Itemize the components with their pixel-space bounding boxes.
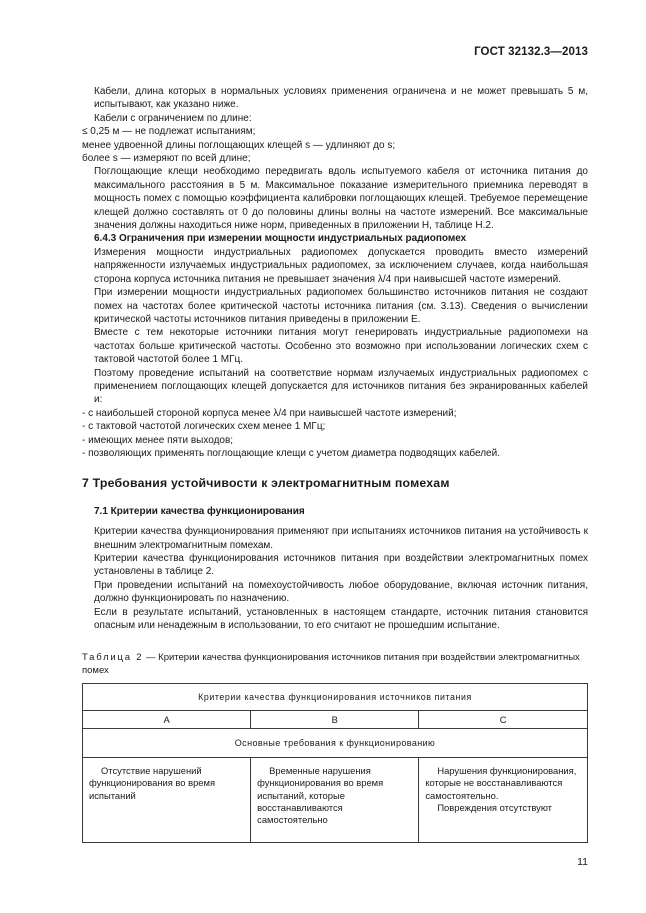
cell-text: Повреждения отсутствуют	[437, 801, 552, 813]
paragraph: Критерии качества функционирования источников питания при воздействии электромагнитных помех установлены в таблице 2.	[94, 553, 588, 578]
criteria-table	[82, 683, 588, 843]
paragraph: Если в результате испытаний, установленных в настоящем стандарте, источник питания становится опасным или ненадежным в использовании, то его считают не прошедшим испытание.	[94, 606, 588, 632]
paragraph: При измерении мощности индустриальных радиопомех большинство источников питания не создают помех на частотах более критической частоты источника питания (см. 3.13). Сведения о вычислении критической частоты источников питания приведены в приложении Е.	[94, 287, 588, 325]
body-text	[82, 85, 588, 632]
table-caption	[82, 652, 588, 677]
table-cell-b	[251, 758, 419, 843]
table-cell-a	[83, 758, 251, 843]
paragraph: Кабели, длина которых в нормальных условиях применения ограничена и не может превышать 5 м, испытывают, как указано ниже.	[94, 86, 588, 111]
list-item: - позволяющих применять поглощающие клещи с учетом диаметра подводящих кабелей.	[82, 447, 500, 459]
cell-text: Отсутствие нарушений функционирования во время испытаний	[89, 765, 216, 801]
subsection-heading-7-1: 7.1 Критерии качества функционирования	[94, 505, 305, 517]
cell-text: Нарушения функционирования, которые не восстанавливаются самостоятельно.	[425, 765, 577, 801]
column-header-b: B	[251, 711, 419, 729]
table-cell-c	[419, 758, 588, 843]
table-subtitle: Основные требования к функционированию	[83, 729, 588, 758]
list-item: менее удвоенной длины поглощающих клещей s — удлиняют до s;	[82, 139, 396, 151]
document-number: ГОСТ 32132.3—2013	[474, 46, 588, 58]
paragraph: Вместе с тем некоторые источники питания могут генерировать индустриальные радиопомехи на частотах больше критической частоты. Особенно это возможно при использовании логических схем с тактовой частотой более 1 МГц.	[94, 327, 588, 366]
list-item: ≤ 0,25 м — не подлежат испытаниям;	[82, 126, 256, 138]
paragraph: Измерения мощности индустриальных радиопомех допускается проводить вместо измерений напряженности излучаемых индустриальных радиопомех, за исключением случаев, когда наибольшая сторона корпуса источника питания не превышает значения λ/4 при наивысшей частоте измерений.	[94, 246, 588, 285]
table-caption-label: Таблица 2	[82, 652, 144, 663]
list-item: - с наибольшей стороной корпуса менее λ/4 при наивысшей частоте измерений;	[82, 407, 457, 419]
list-item: более s — измеряют по всей длине;	[82, 153, 251, 165]
section-heading-7: 7 Требования устойчивости к электромагнитным помехам	[82, 476, 450, 491]
page-number: 11	[577, 856, 588, 868]
paragraph: Критерии качества функционирования применяют при испытаниях источников питания на устойчивость к внешним электромагнитным помехам.	[94, 526, 588, 551]
paragraph: Поглощающие клещи необходимо передвигать вдоль испытуемого кабеля от источника питания до максимального расстояния в 5 м. Максимальное показание измерительного приемника переводят в мощность помех с помощью коэффициента калибровки поглощающих клещей. Требуемое перемещение клещей должно составлять от 0 до половины длины волны на частоте измерений. Все максимальные значения должны находиться ниже норм, приведенных в приложении Н, таблице Н.2.	[94, 166, 588, 232]
cell-text: Временные нарушения функционирования во время испытаний, которые восстанавливаются самостоятельно	[257, 765, 384, 826]
list-item: - с тактовой частотой логических схем менее 1 МГц;	[82, 421, 326, 433]
column-header-c: C	[419, 711, 588, 729]
paragraph: Поэтому проведение испытаний на соответствие нормам излучаемых индустриальных радиопомех с применением поглощающих клещей допускается для источников питания без экранированных кабелей и:	[94, 367, 588, 406]
list-item: - имеющих менее пяти выходов;	[82, 434, 234, 446]
table-title: Критерии качества функционирования источников питания	[83, 684, 588, 711]
column-header-a: A	[83, 711, 251, 729]
subsection-heading-6-4-3: 6.4.3 Ограничения при измерении мощности индустриальных радиопомех	[94, 233, 467, 245]
paragraph: Кабели с ограничением по длине:	[94, 112, 252, 124]
table-caption-text: — Критерии качества функционирования источников питания при воздействии электромагнитных помех	[82, 652, 580, 676]
paragraph: При проведении испытаний на помехоустойчивость любое оборудование, включая источник питания, должно функционировать по назначению.	[94, 579, 588, 605]
